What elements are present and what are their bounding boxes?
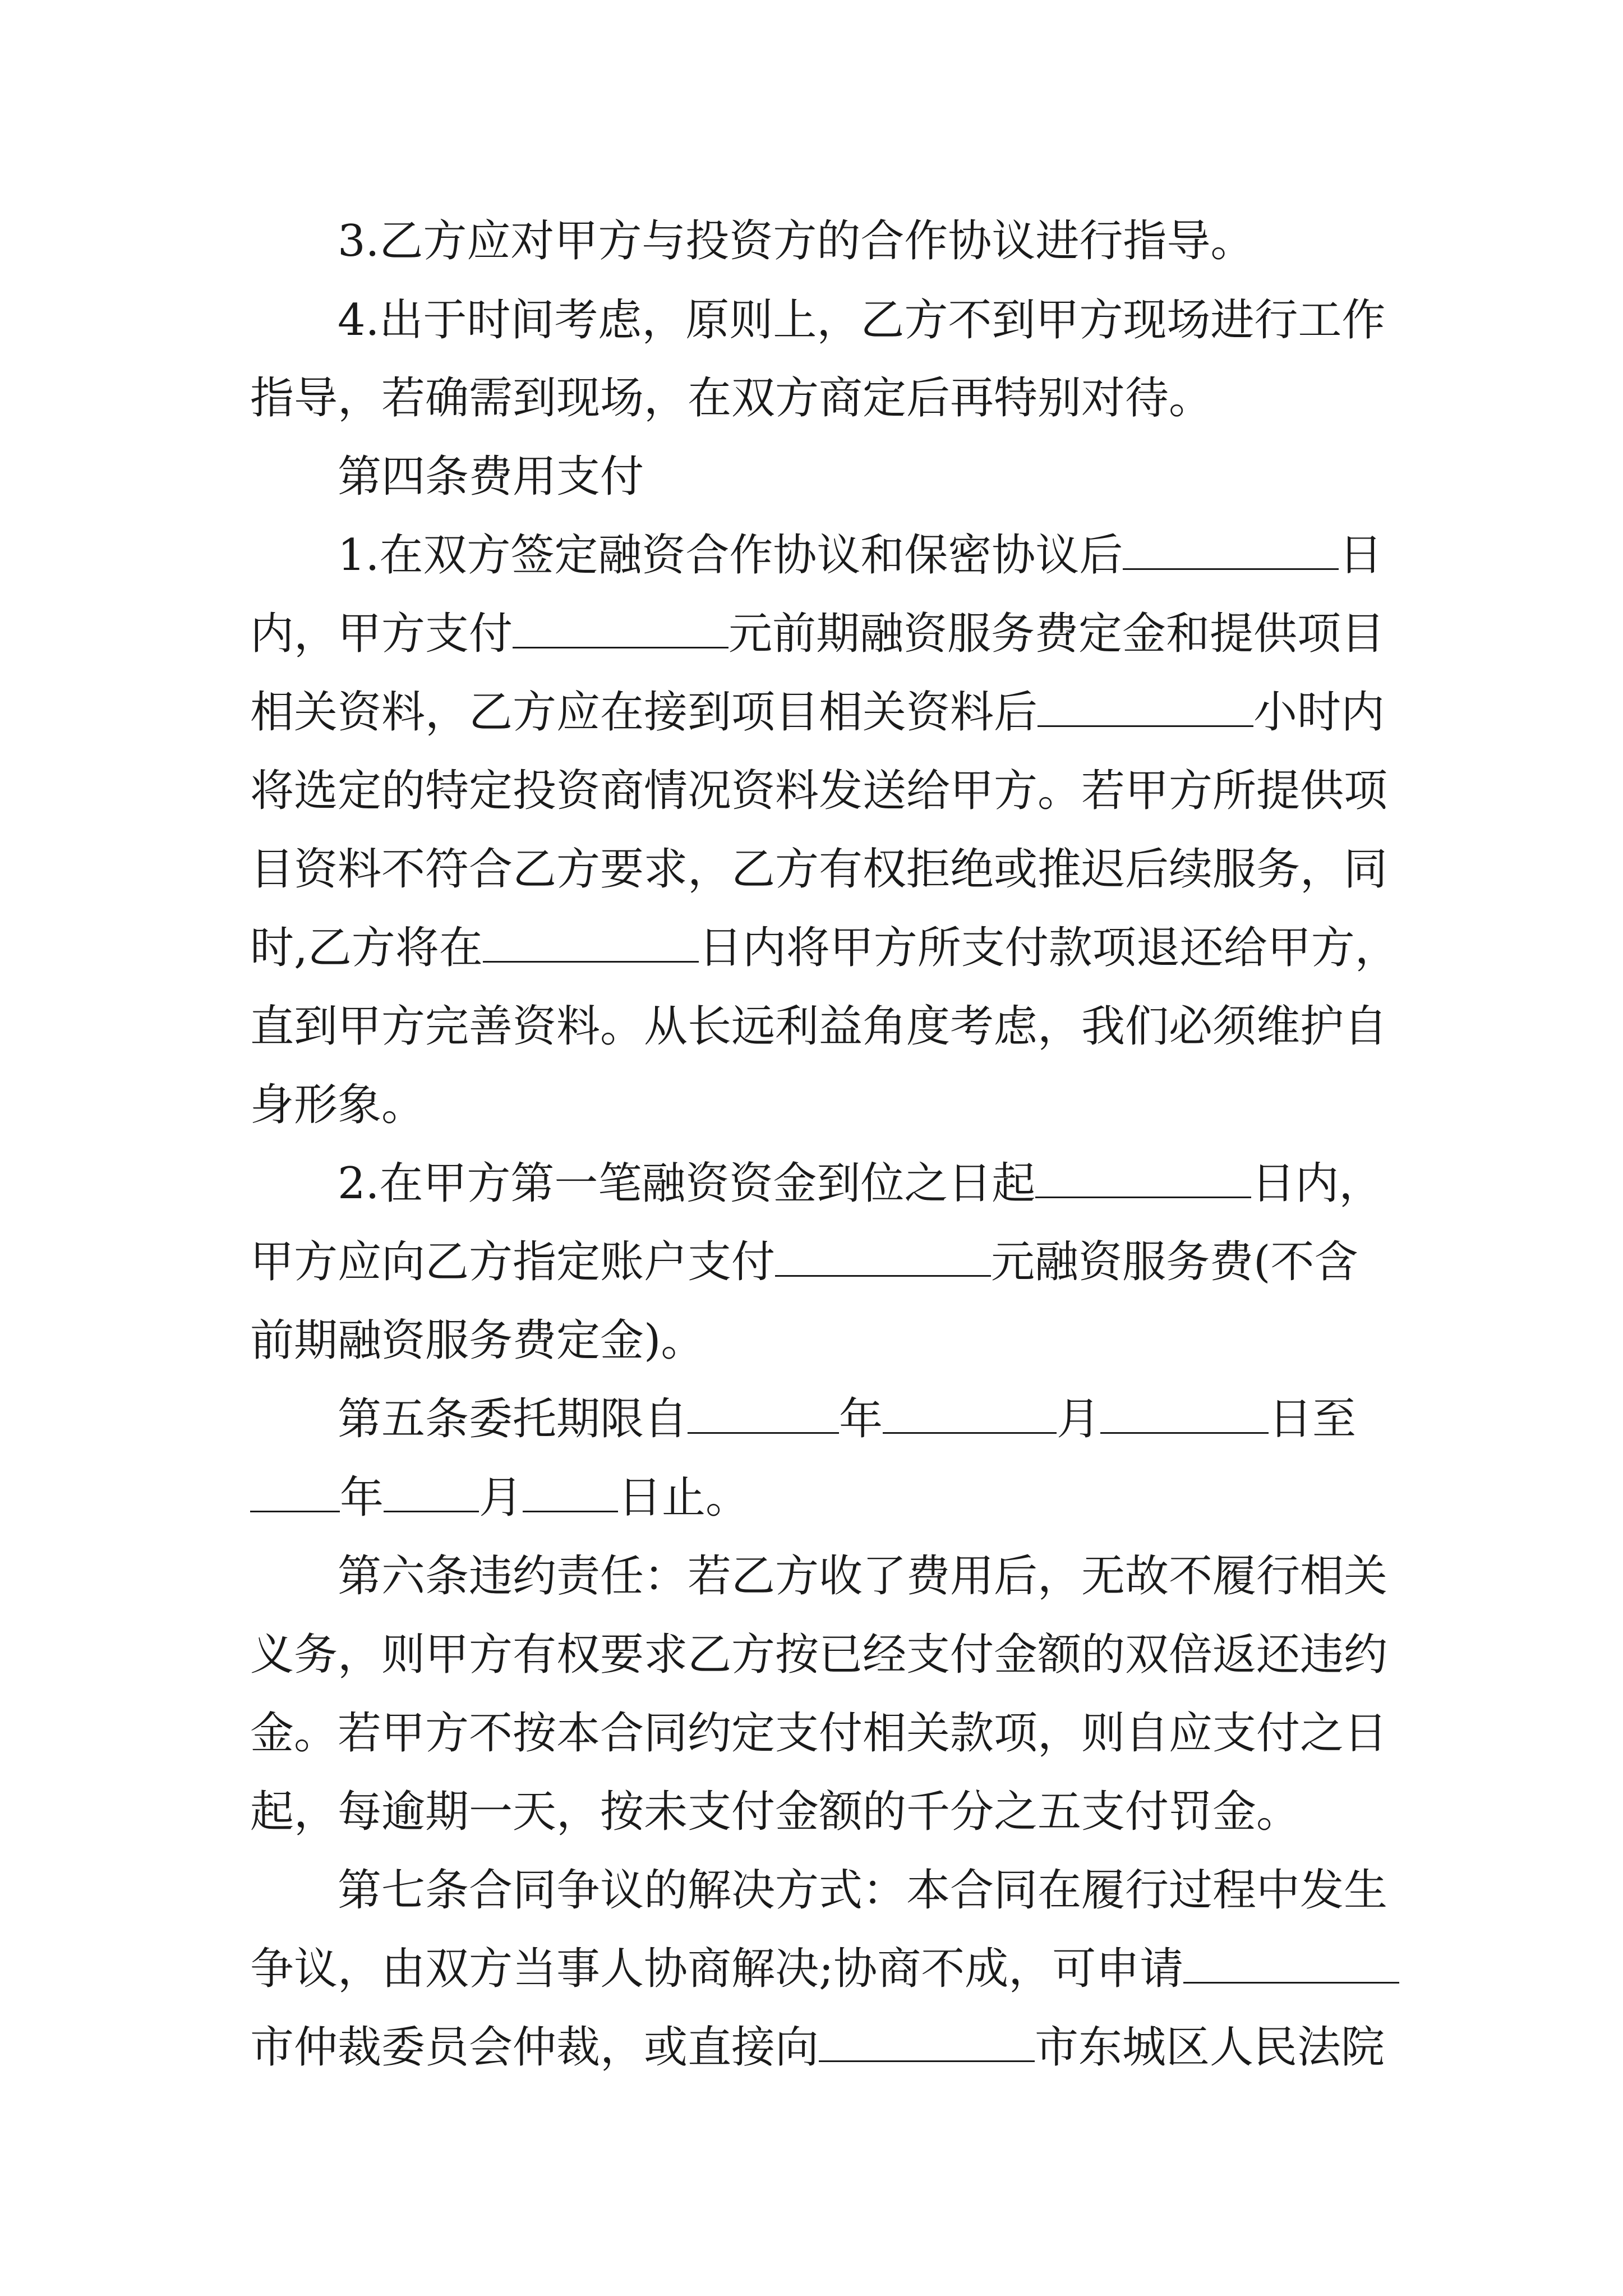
text-segment: 1.在双方签定融资合作协议和保密协议后 — [338, 530, 1123, 581]
fill-in-blank[interactable] — [384, 1471, 479, 1512]
fill-in-blank[interactable] — [688, 1393, 839, 1434]
text-segment: 日内将甲方所支付款项退还给甲方， — [698, 923, 1399, 973]
fill-in-blank[interactable] — [250, 1471, 340, 1512]
text-line: 前期融资服务费定金)。 — [250, 1315, 705, 1366]
text-line — [250, 1458, 1389, 1537]
text-segment: 日 — [1339, 530, 1383, 581]
text-line — [250, 1380, 1389, 1458]
section-heading: 第四条费用支付 — [338, 452, 644, 502]
fill-in-blank[interactable] — [819, 2021, 1035, 2062]
text-line: 第六条违约责任：若乙方收了费用后，无故不履行相关 — [338, 1551, 1388, 1602]
text-segment: 时,乙方将在 — [250, 923, 483, 973]
text-segment: 年 — [839, 1394, 883, 1444]
text-segment: 2.在甲方第一笔融资资金到位之日起 — [338, 1158, 1036, 1209]
text-segment: 年 — [340, 1473, 384, 1523]
text-segment: 市东城区人民法院 — [1035, 2022, 1385, 2073]
text-line: 义务，则甲方有权要求乙方按已经支付金额的双倍返还违约 — [250, 1630, 1388, 1680]
text-line — [250, 2008, 1389, 2087]
text-segment: 日内， — [1251, 1158, 1383, 1209]
text-line — [250, 1223, 1389, 1301]
text-segment: 内，甲方支付 — [250, 609, 513, 659]
fill-in-blank[interactable] — [1123, 529, 1339, 570]
text-segment: 争议，由双方当事人协商解决;协商不成，可申请 — [250, 1944, 1184, 1994]
text-line: 直到甲方完善资料。从长远利益角度考虑，我们必须维护自 — [250, 1001, 1388, 1052]
text-segment: 第五条委托期限自 — [338, 1394, 688, 1444]
text-segment: 甲方应向乙方指定账户支付 — [250, 1237, 776, 1287]
fill-in-blank[interactable] — [523, 1471, 618, 1512]
text-segment: 日至 — [1269, 1394, 1357, 1444]
fill-in-blank[interactable] — [1100, 1393, 1269, 1434]
text-segment: 月 — [479, 1473, 523, 1523]
text-segment: 日止。 — [618, 1473, 750, 1523]
text-line: 起，每逾期一天，按未支付金额的千分之五支付罚金。 — [250, 1787, 1301, 1837]
fill-in-blank[interactable] — [483, 922, 699, 963]
text-segment: 市仲裁委员会仲裁，或直接向 — [250, 2022, 819, 2073]
text-segment: 相关资料，乙方应在接到项目相关资料后 — [250, 687, 1038, 738]
text-line — [250, 516, 1389, 595]
text-line: 身形象。 — [250, 1080, 426, 1130]
text-segment: 小时内 — [1253, 687, 1385, 738]
text-line — [250, 595, 1389, 673]
text-line — [250, 673, 1389, 752]
fill-in-blank[interactable] — [1183, 1943, 1399, 1984]
fill-in-blank[interactable] — [1038, 686, 1253, 727]
text-segment: 元前期融资服务费定金和提供项目 — [728, 609, 1385, 659]
text-line — [250, 1144, 1389, 1223]
text-line: 指导，若确需到现场，在双方商定后再特别对待。 — [250, 373, 1213, 424]
text-line — [250, 909, 1399, 987]
text-line: 第七条合同争议的解决方式：本合同在履行过程中发生 — [338, 1865, 1388, 1916]
text-line: 将选定的特定投资商情况资料发送给甲方。若甲方所提供项 — [250, 766, 1388, 816]
text-line: 金。若甲方不按本合同约定支付相关款项，则自应支付之日 — [250, 1708, 1388, 1759]
text-line: 3.乙方应对甲方与投资方的合作协议进行指导。 — [338, 216, 1255, 266]
text-segment: 月 — [1057, 1394, 1101, 1444]
fill-in-blank[interactable] — [883, 1393, 1057, 1434]
text-line — [250, 1930, 1389, 2008]
fill-in-blank[interactable] — [513, 608, 728, 648]
text-line: 目资料不符合乙方要求，乙方有权拒绝或推迟后续服务，同 — [250, 844, 1388, 895]
text-line: 4.出于时间考虑，原则上，乙方不到甲方现场进行工作 — [338, 295, 1386, 346]
text-segment: 元融资服务费(不含 — [991, 1237, 1358, 1287]
fill-in-blank[interactable] — [775, 1236, 991, 1277]
fill-in-blank[interactable] — [1035, 1157, 1251, 1198]
